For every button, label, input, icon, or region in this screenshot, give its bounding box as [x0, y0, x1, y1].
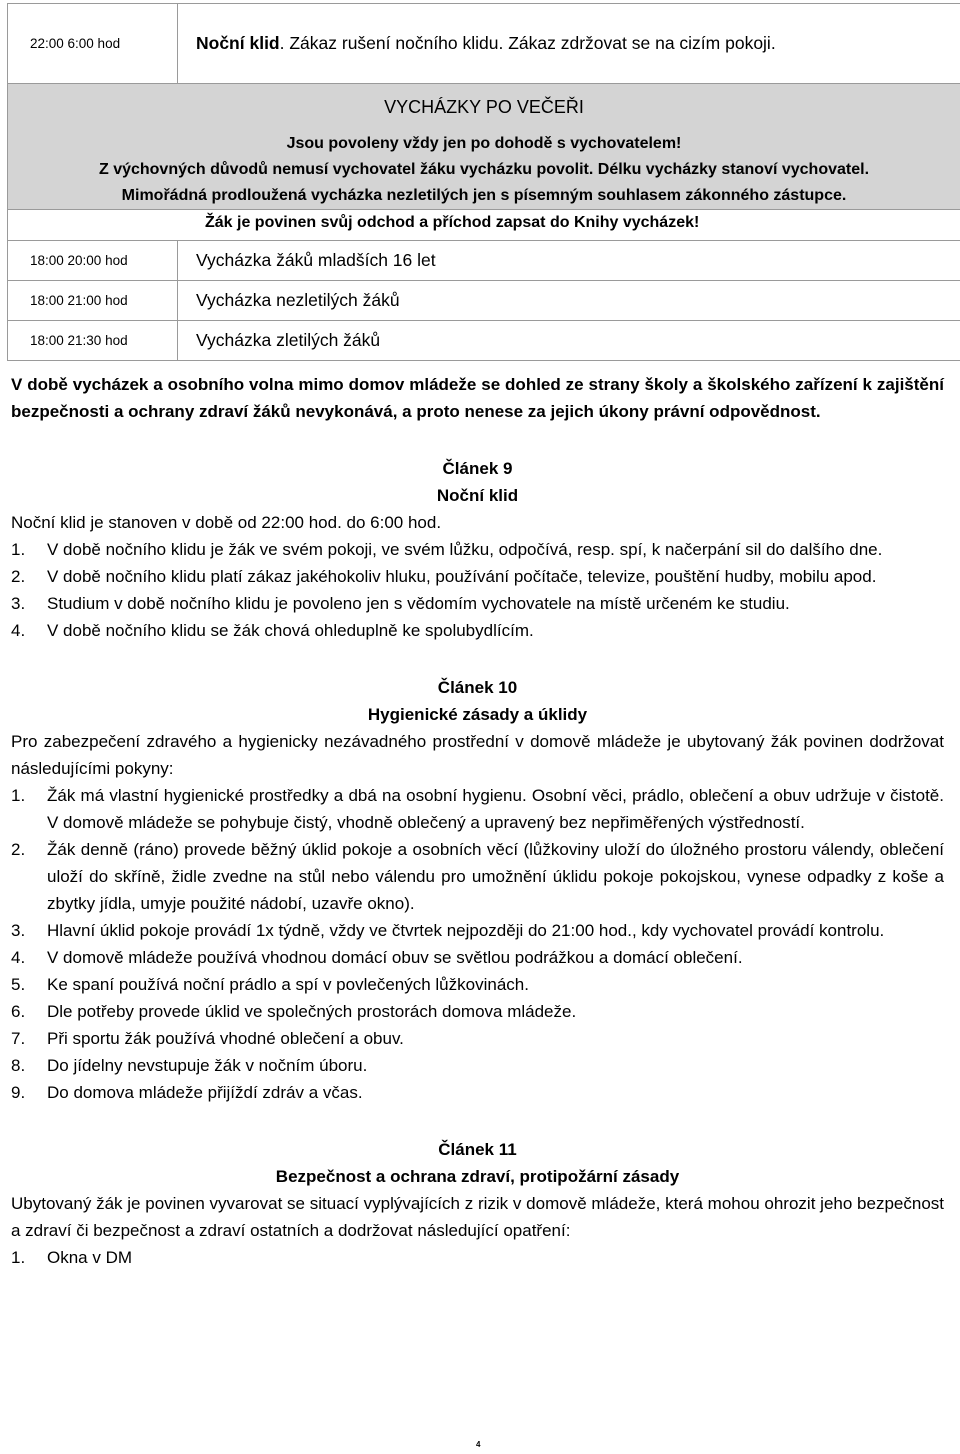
list-item	[11, 617, 944, 644]
schedule-row	[8, 321, 960, 361]
list-number: 8.	[11, 1052, 25, 1079]
list-text: Do domova mládeže přijíždí zdráv a včas.	[47, 1083, 363, 1102]
schedule-desc: Vycházka žáků mladších 16 let	[178, 241, 960, 281]
document-page	[0, 3, 960, 1454]
list-text: V době nočního klidu je žák ve svém pokoji, ve svém lůžku, odpočívá, resp. spí, k načerpání sil do dalšího dne.	[47, 540, 882, 559]
list-text: Studium v době nočního klidu je povoleno jen s vědomím vychovatele na místě určeném ke studiu.	[47, 594, 790, 613]
list-text: Při sportu žák používá vhodné oblečení a obuv.	[47, 1029, 404, 1048]
list-text: Hlavní úklid pokoje provádí 1x týdně, vždy ve čtvrtek nejpozději do 21:00 hod., kdy vychovatel provádí kontrolu.	[47, 921, 884, 940]
article-11-title: Bezpečnost a ochrana zdraví, protipožární zásady	[11, 1163, 944, 1190]
article-10-number: Článek 10	[11, 674, 944, 701]
list-number: 6.	[11, 998, 25, 1025]
article-9-intro: Noční klid je stanoven v době od 22:00 hod. do 6:00 hod.	[11, 509, 944, 536]
list-item	[11, 917, 944, 944]
list-number: 5.	[11, 971, 25, 998]
supervision-warning: V době vycházek a osobního volna mimo domov mládeže se dohled ze strany školy a školského zařízení k zajištění bezpečnosti a ochrany zdraví žáků nevykonává, a proto nenese za jejich úkony právní odpovědnost.	[11, 371, 944, 425]
schedule-row-night	[8, 4, 960, 84]
list-number: 1.	[11, 782, 25, 809]
list-text: Žák denně (ráno) provede běžný úklid pokoje a osobních věcí (lůžkoviny uloží do úložného prostoru válendy, oblečení uloží do skříně, židle zvedne na stůl nebo válendu pro umožnění úklidu pokoje pokojskou, vynese odpadky z koše a zbytky jídla, umyje použité nádobí, uzavře okno).	[47, 840, 944, 913]
list-text: Dle potřeby provede úklid ve společných prostorách domova mládeže.	[47, 1002, 576, 1021]
walks-section	[8, 84, 960, 210]
schedule-desc: Vycházka zletilých žáků	[178, 321, 960, 361]
walks-line: Jsou povoleny vždy jen po dohodě s vychovatelem!	[12, 131, 956, 157]
walks-notice: Žák je povinen svůj odchod a příchod zapsat do Knihy vycházek!	[205, 210, 948, 236]
list-item	[11, 1052, 944, 1079]
list-item	[11, 998, 944, 1025]
list-number: 3.	[11, 917, 25, 944]
walks-line: Z výchovných důvodů nemusí vychovatel žáku vycházku povolit. Délku vycházky stanoví vychovatel.	[12, 157, 956, 183]
article-10-list	[11, 782, 944, 1106]
article-9-number: Článek 9	[11, 455, 944, 482]
list-number: 2.	[11, 563, 25, 590]
walks-heading: VYCHÁZKY PO VEČEŘI	[12, 94, 956, 120]
night-rest-text: . Zákaz rušení nočního klidu. Zákaz zdržovat se na cizím pokoji.	[280, 33, 776, 53]
article-9-list	[11, 536, 944, 644]
list-item	[11, 1079, 944, 1106]
list-item	[11, 1244, 944, 1271]
schedule-desc	[178, 4, 960, 84]
article-11-list	[11, 1244, 944, 1271]
list-text: Žák má vlastní hygienické prostředky a dbá na osobní hygienu. Osobní věci, prádlo, oblečení a obuv udržuje v čistotě. V domově mládeže se pohybuje čistý, vhodně oblečený a upravený bez nepřiměřených výstředností.	[47, 786, 944, 832]
list-text: Okna v DM	[47, 1248, 132, 1267]
list-number: 1.	[11, 536, 25, 563]
walks-notice-cell	[8, 210, 960, 241]
list-item	[11, 563, 944, 590]
walks-notice-row	[8, 210, 960, 241]
list-number: 1.	[11, 1244, 25, 1271]
list-item	[11, 536, 944, 563]
list-text: Do jídelny nevstupuje žák v nočním úboru.	[47, 1056, 367, 1075]
list-item	[11, 971, 944, 998]
article-11-intro: Ubytovaný žák je povinen vyvarovat se situací vyplývajících z rizik v domově mládeže, která mohou ohrozit jeho bezpečnost a zdraví či bezpečnost a zdraví ostatních a dodržovat následující opatření:	[11, 1190, 944, 1244]
article-10-title: Hygienické zásady a úklidy	[11, 701, 944, 728]
list-number: 4.	[11, 617, 25, 644]
list-text: Ke spaní používá noční prádlo a spí v povlečených lůžkovinách.	[47, 975, 529, 994]
list-number: 3.	[11, 590, 25, 617]
list-number: 9.	[11, 1079, 25, 1106]
article-10-intro: Pro zabezpečení zdravého a hygienicky nezávadného prostřední v domově mládeže je ubytovaný žák povinen dodržovat následujícími pokyny:	[11, 728, 944, 782]
list-number: 7.	[11, 1025, 25, 1052]
list-item	[11, 836, 944, 917]
night-rest-label: Noční klid	[196, 33, 280, 53]
schedule-row	[8, 241, 960, 281]
page-number: 4	[476, 1440, 480, 1449]
list-text: V době nočního klidu platí zákaz jakéhokoliv hluku, používání počítače, televize, pouštění hudby, mobilu apod.	[47, 567, 876, 586]
walks-line: Mimořádná prodloužená vycházka nezletilých jen s písemným souhlasem zákonného zástupce.	[12, 183, 956, 209]
schedule-desc: Vycházka nezletilých žáků	[178, 281, 960, 321]
list-item	[11, 782, 944, 836]
list-text: V době nočního klidu se žák chová ohleduplně ke spolubydlícím.	[47, 621, 534, 640]
schedule-row	[8, 281, 960, 321]
list-item	[11, 944, 944, 971]
list-number: 2.	[11, 836, 25, 863]
schedule-time: 22:00 6:00 hod	[8, 4, 178, 84]
article-11-number: Článek 11	[11, 1136, 944, 1163]
list-item	[11, 1025, 944, 1052]
list-item	[11, 590, 944, 617]
walks-box	[8, 84, 960, 210]
list-text: V domově mládeže používá vhodnou domácí obuv se světlou podrážkou a domácí oblečení.	[47, 948, 743, 967]
schedule-time: 18:00 21:00 hod	[8, 281, 178, 321]
schedule-time: 18:00 21:30 hod	[8, 321, 178, 361]
article-9-title: Noční klid	[11, 482, 944, 509]
document-body	[11, 371, 944, 1271]
list-number: 4.	[11, 944, 25, 971]
schedule-table	[7, 3, 960, 361]
schedule-time: 18:00 20:00 hod	[8, 241, 178, 281]
